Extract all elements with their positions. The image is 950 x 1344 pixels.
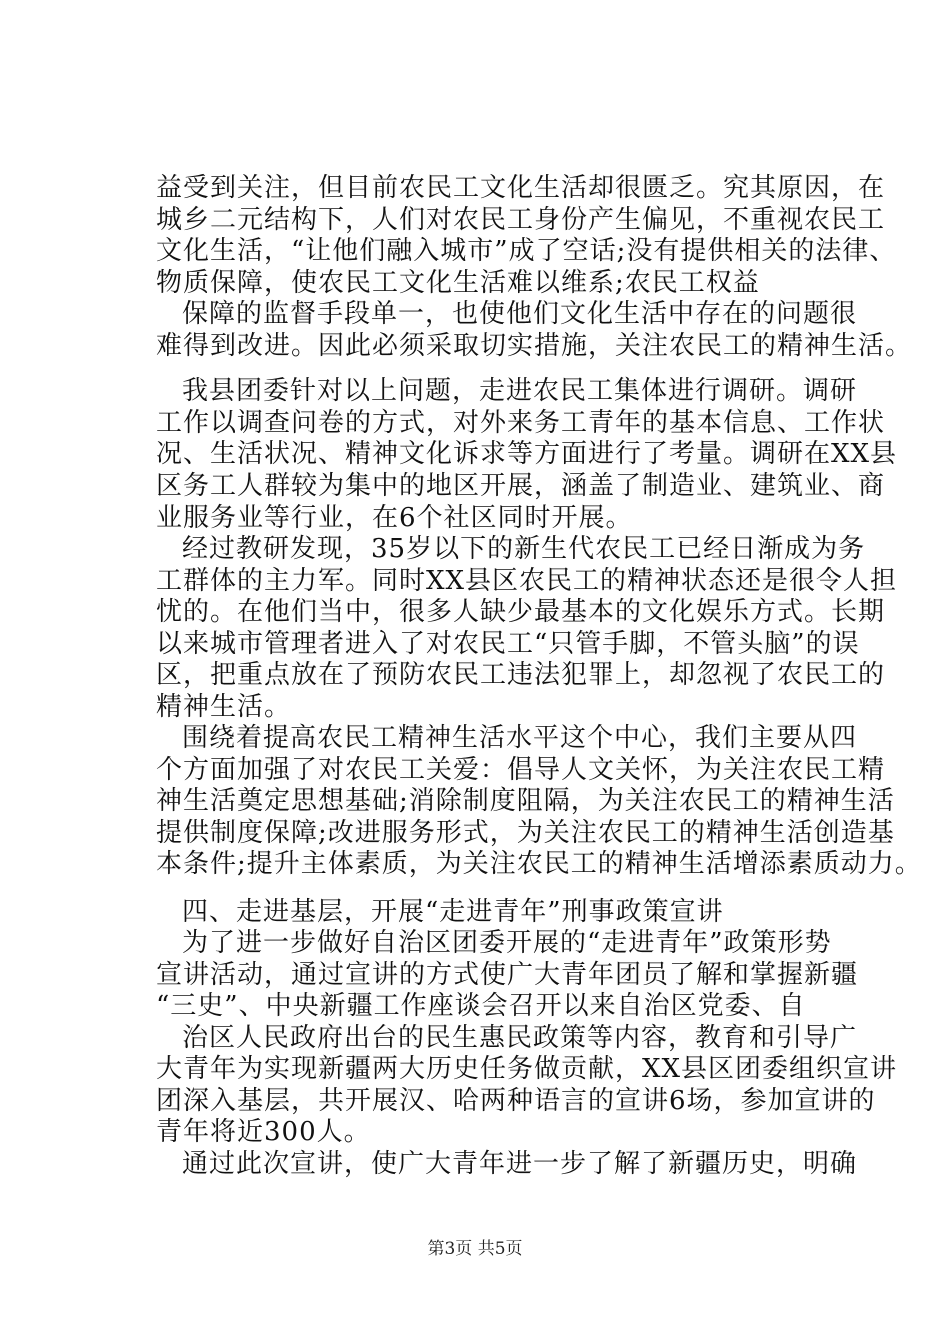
text-line: 工群体的主力军。同时XX县区农民工的精神状态还是很令人担 (156, 566, 898, 596)
text-line: 经过教研发现，35岁以下的新生代农民工已经日渐成为务 (182, 534, 866, 564)
text-line: 宣讲活动，通过宣讲的方式使广大青年团员了解和掌握新疆 (156, 960, 859, 990)
text-line: 业服务业等行业，在6个社区同时开展。 (156, 503, 633, 533)
text-line: 文化生活，“让他们融入城市”成了空话;没有提供相关的法律、 (156, 236, 897, 266)
text-line: 治区人民政府出台的民生惠民政策等内容，教育和引导广 (182, 1023, 858, 1053)
text-line: 保障的监督手段单一，也使他们文化生活中存在的问题很 (182, 299, 858, 329)
text-line: 区务工人群较为集中的地区开展，涵盖了制造业、建筑业、商 (156, 471, 886, 501)
text-line: 个方面加强了对农民工关爱：倡导人文关怀，为关注农民工精 (156, 755, 886, 785)
text-line: 精神生活。 (156, 692, 292, 722)
text-line: 以来城市管理者进入了对农民工“只管手脚，不管头脑”的误 (156, 629, 860, 659)
page-footer: 第3页 共5页 (427, 1239, 523, 1259)
text-line: 神生活奠定思想基础;消除制度阻隔，为关注农民工的精神生活 (156, 786, 895, 816)
text-line: 大青年为实现新疆两大历史任务做贡献，XX县区团委组织宣讲 (156, 1054, 898, 1084)
text-line: 区，把重点放在了预防农民工违法犯罪上，却忽视了农民工的 (156, 660, 886, 690)
text-line: 我县团委针对以上问题，走进农民工集体进行调研。调研 (182, 376, 858, 406)
text-line: 物质保障，使农民工文化生活难以维系;农民工权益 (156, 268, 760, 298)
text-line: 况、生活状况、精神文化诉求等方面进行了考量。调研在XX县 (156, 439, 898, 469)
text-line: 城乡二元结构下，人们对农民工身份产生偏见，不重视农民工 (156, 205, 886, 235)
text-line: 为了进一步做好自治区团委开展的“走进青年”政策形势 (182, 928, 832, 958)
section-heading: 四、走进基层，开展“走进青年”刑事政策宣讲 (182, 897, 724, 927)
text-line: 本条件;提升主体素质，为关注农民工的精神生活增添素质动力。 (156, 849, 922, 879)
text-line: 忧的。在他们当中，很多人缺少最基本的文化娱乐方式。长期 (156, 597, 886, 627)
text-line: 工作以调查问卷的方式，对外来务工青年的基本信息、工作状 (156, 408, 886, 438)
text-line: 青年将近300人。 (156, 1117, 371, 1147)
text-line: 围绕着提高农民工精神生活水平这个中心，我们主要从四 (182, 723, 858, 753)
text-line: 难得到改进。因此必须采取切实措施，关注农民工的精神生活。 (156, 331, 913, 361)
text-line: 团深入基层，共开展汉、哈两种语言的宣讲6场，参加宣讲的 (156, 1086, 876, 1116)
text-line: 通过此次宣讲，使广大青年进一步了解了新疆历史，明确 (182, 1149, 858, 1179)
text-line: “三史”、中央新疆工作座谈会召开以来自治区党委、自 (156, 991, 806, 1021)
text-line: 提供制度保障;改进服务形式，为关注农民工的精神生活创造基 (156, 818, 895, 848)
text-line: 益受到关注，但目前农民工文化生活却很匮乏。究其原因，在 (156, 173, 886, 203)
